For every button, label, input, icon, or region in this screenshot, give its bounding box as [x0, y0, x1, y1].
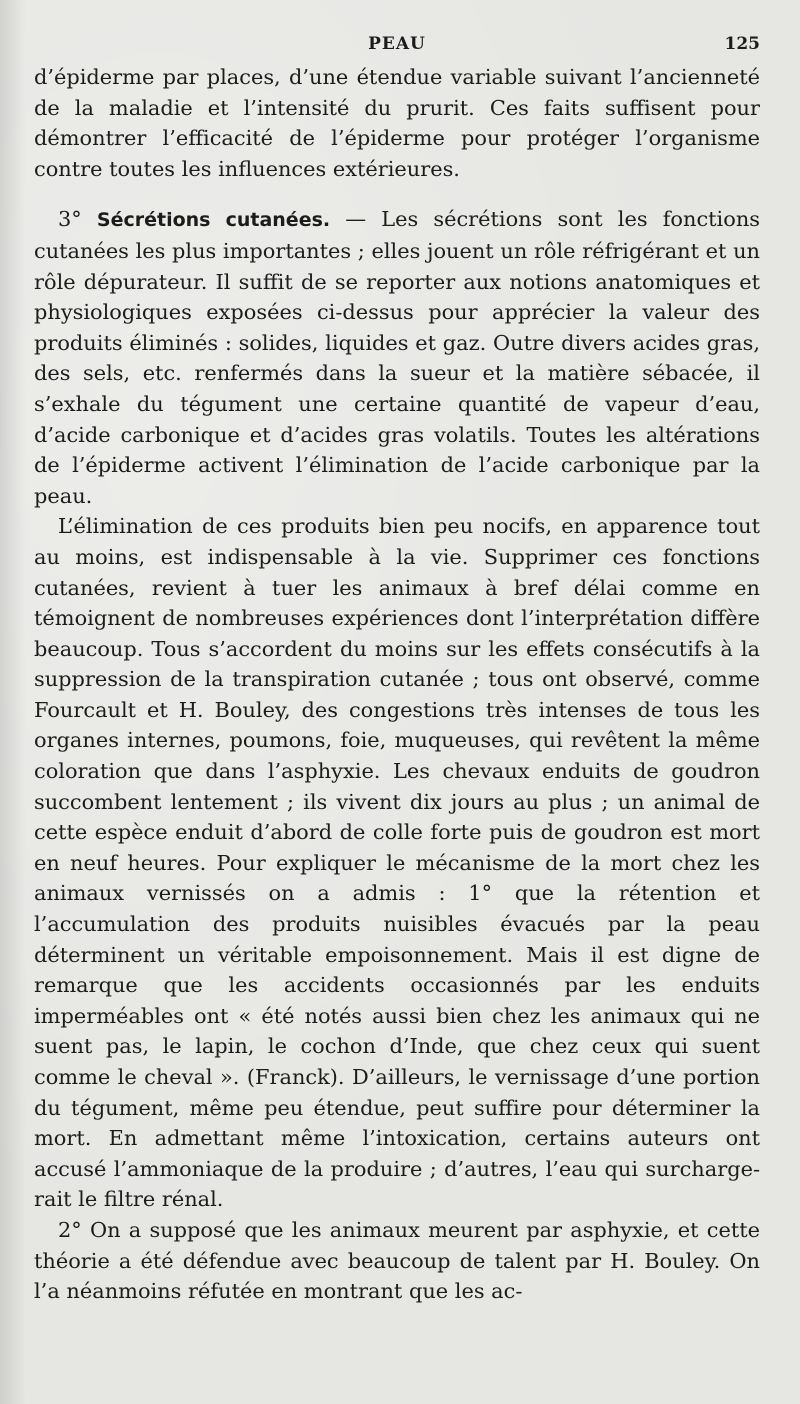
page-number: 125: [724, 34, 760, 54]
paragraph-secretions-text: — Les sécrétions sont les fonctions cutanées les plus importantes ; elles jouent un rôle réfrigérant et un rôle dépurateur. Il suffit de se reporter aux notions anatomiques et physiologiques exposées ci-dessus pour apprécier la valeur des produits éliminés : solides, liquides et gaz. Outre divers acides gras, des sels, etc. renfermés dans la sueur et la matière sébacée, il s’exhale du tégument une certaine quantité de vapeur d’eau, d’acide carbonique et d’acides gras volatils. Toutes les altérations de l’épiderme activent l’élimination de l’acide carbonique par la peau.: [34, 207, 760, 508]
body-text: [34, 62, 760, 1307]
paragraph-epiderme-conclusion: d’épiderme par places, d’une étendue variable suivant l’ancienneté de la maladie et l’intensité du prurit. Ces faits suffisent pour démontrer l’efficacité de l’épiderme pour protéger l’organisme contre toutes les influences extérieures.: [34, 65, 760, 181]
section-heading-secretions: Sécrétions cutanées.: [96, 209, 331, 232]
paragraph-elimination-produits: L’élimination de ces produits bien peu nocifs, en apparence tout au moins, est indispensable à la vie. Supprimer ces fonctions cutanées, revient à tuer les animaux à bref délai comme en témoignent de nombreuses expériences dont l’interprétation diffère beaucoup. Tous s’accordent du moins sur les effets consécutifs à la suppression de la transpiration cutanée ; tous ont observé, comme Fourcault et H. Bouley, des congestions très intenses de tous les organes internes, poumons, foie, muqueuses, qui revêtent la même coloration que dans l’asphyxie. Les chevaux enduits de goudron succombent lentement ; ils vivent dix jours au plus ; un animal de cette espèce enduit d’abord de colle forte puis de goudron est mort en neuf heures. Pour expliquer le mécanisme de la mort chez les animaux vernissés on a admis : 1° que la rétention et l’accumulation des produits nuisibles évacués par la peau déterminent un véritable empoisonnement. Mais il est digne de remarque que les accidents occasionnés par les enduits imperméables ont « été notés aussi bien chez les animaux qui ne suent pas, le lapin, le cochon d’Inde, que chez ceux qui suent comme le cheval ». (Franck). D’ailleurs, le vernissage d’une portion du tégument, même peu étendue, peut suffire pour déterminer la mort. En admettant même l’intoxication, certains auteurs ont accusé l’ammoniaque de la produire ; d’autres, l’eau qui surchargerait le filtre rénal.: [34, 514, 760, 1212]
section-number: 3°: [58, 207, 97, 232]
page-header: [34, 28, 760, 62]
paragraph-asphyxie-theorie: 2° On a supposé que les animaux meurent par asphyxie, et cette théorie a été défendue avec beaucoup de talent par H. Bouley. On l’a néanmoins réfutée en montrant que les ac-: [34, 1217, 760, 1304]
paragraph-secretions-cutanees: [34, 204, 760, 511]
running-title: PEAU: [368, 34, 426, 54]
